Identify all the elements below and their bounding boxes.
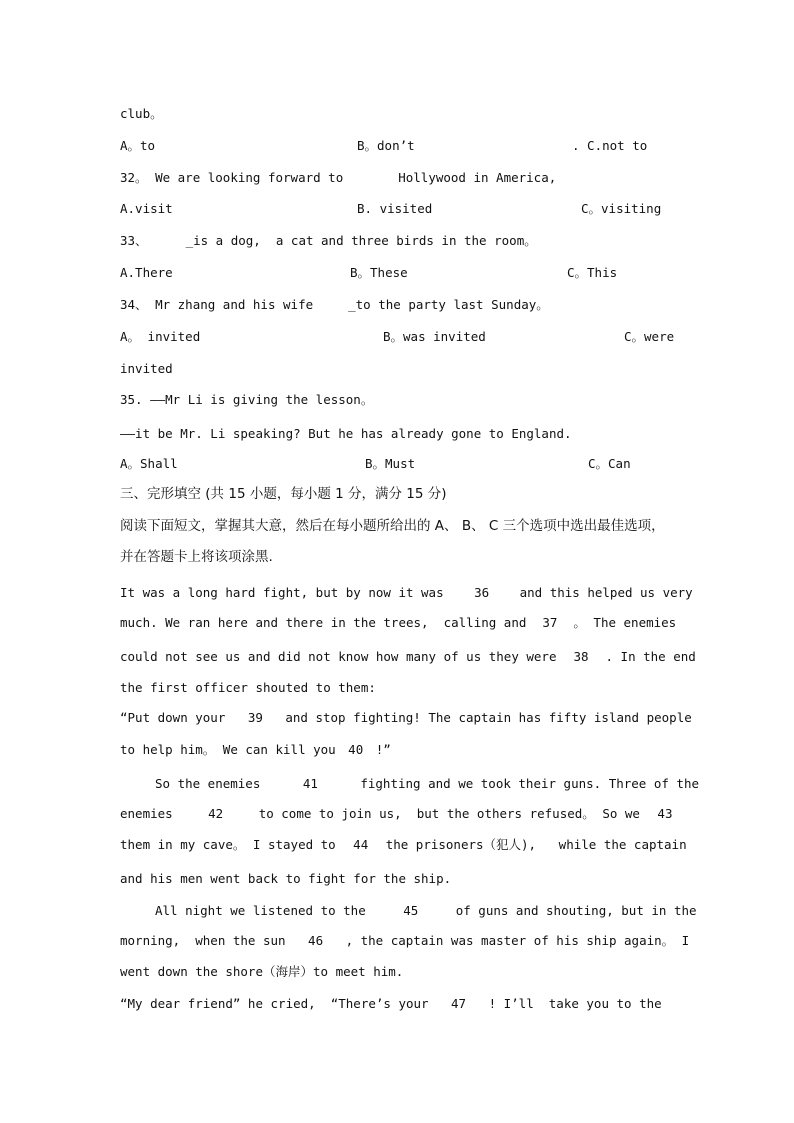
passage-line [120,710,692,726]
q31-option-a: A。to [120,138,156,153]
blank-39: 39 [247,710,263,725]
section-3-heading: 三、完形填空 (共 15 小题，每小题 1 分，满分 15 分) [120,486,447,502]
passage-line [120,996,662,1012]
passage-text: So the enemies [155,776,261,791]
section-3-instruction-line-1: 阅读下面短文，掌握其大意，然后在每小题所给出的 A、 B、 C 三个选项中选出最佳选项， [120,518,665,534]
blank-47: 47 [451,996,467,1011]
q35-line-2: ——it be Mr. Li speaking? But he has already gone to England. [120,426,572,441]
blank-40: 40 [348,742,364,757]
q34-stem [120,297,549,313]
passage-text: fighting and we took their guns. Three of the [360,776,700,791]
section-3-instruction-line-2: 并在答题卡上将该项涂黑. [120,549,273,565]
q33-option-c: C。This [567,265,618,280]
q31-option-b: B。don’t [357,138,415,153]
passage-text: It was a long hard fight, but by now it was [120,585,444,600]
blank-46: 46 [308,933,324,948]
blank-43: 43 [657,806,673,821]
passage-text: much. We ran here and there in the trees, calling and [120,615,527,630]
passage-text: them in my cave。 I stayed to [120,837,336,852]
passage-text: could not see us and did not know how many of us they were [120,649,557,664]
blank-41: 41 [302,776,318,791]
passage-text: and stop fighting! The captain has fifty island people [285,710,692,725]
q33-option-b: B。These [350,265,408,280]
q31-option-c: . C.not to [572,138,648,153]
q34-option-c-wrap: invited [120,361,173,376]
passage-text: and this helped us very [519,585,693,600]
blank-37: 37 [542,615,558,630]
passage-line [155,776,699,792]
blank-36: 36 [474,585,490,600]
passage-line [120,649,696,665]
q35-option-c: C。Can [588,456,631,471]
passage-text: morning, when the sun [120,933,286,948]
passage-line: went down the shore（海岸）to meet him. [120,964,404,979]
passage-text: “My dear friend” he cried, “There’s your [120,996,429,1011]
q34-stem-before: 34、 Mr zhang and his wife [120,297,314,312]
passage-line [120,742,391,758]
blank-44: 44 [353,837,369,852]
q31-stem-tail: club。 [120,106,163,121]
passage-text: to come to join us, but the others refused。 So we [258,806,640,821]
passage-line [120,585,693,601]
passage-line [120,837,687,853]
passage-text: . In the end [605,649,696,664]
q32-option-b: B. visited [357,201,433,216]
q34-option-c: C。were [624,329,675,344]
passage-text: enemies [120,806,173,821]
blank-42: 42 [208,806,224,821]
q34-option-b: B。was invited [383,329,486,344]
passage-text: “Put down your [120,710,226,725]
q33-option-a: A.There [120,265,173,280]
q32-stem-before: 32。 We are looking forward to [120,170,344,185]
passage-line: the first officer shouted to them: [120,680,376,695]
passage-text: , the captain was master of his ship again。 I [345,933,690,948]
q35-option-a: A。Shall [120,456,178,471]
passage-line [120,806,690,822]
q33-number: 33、 [120,233,148,248]
blank-45: 45 [403,903,419,918]
passage-line: and his men went back to fight for the ship. [120,871,452,886]
passage-line [155,903,697,919]
q34-stem-after: _to the party last Sunday。 [348,297,549,312]
blank-38: 38 [573,649,589,664]
q35-option-b: B。Must [365,456,416,471]
q32-stem [120,170,556,186]
passage-text: All night we listened to the [155,903,366,918]
passage-text: of guns and shouting, but in the [455,903,697,918]
passage-text: !” [375,742,391,757]
passage-text: to help him。 We can kill you [120,742,336,757]
passage-text: 。 The enemies [573,615,677,630]
q32-option-c: C。visiting [581,201,662,216]
q33-stem [120,233,537,249]
passage-line [120,615,676,631]
q32-option-a: A.visit [120,201,173,216]
q32-stem-after: Hollywood in America, [398,170,557,185]
q33-stem-text: _is a dog, a cat and three birds in the room。 [185,233,537,248]
passage-line [120,933,689,949]
q35-line-1: 35. ——Mr Li is giving the lesson。 [120,392,374,407]
passage-text: the prisoners（犯人), while the captain [385,837,687,852]
passage-text: ! I’ll take you to the [488,996,662,1011]
q34-option-a: A。 invited [120,329,201,344]
